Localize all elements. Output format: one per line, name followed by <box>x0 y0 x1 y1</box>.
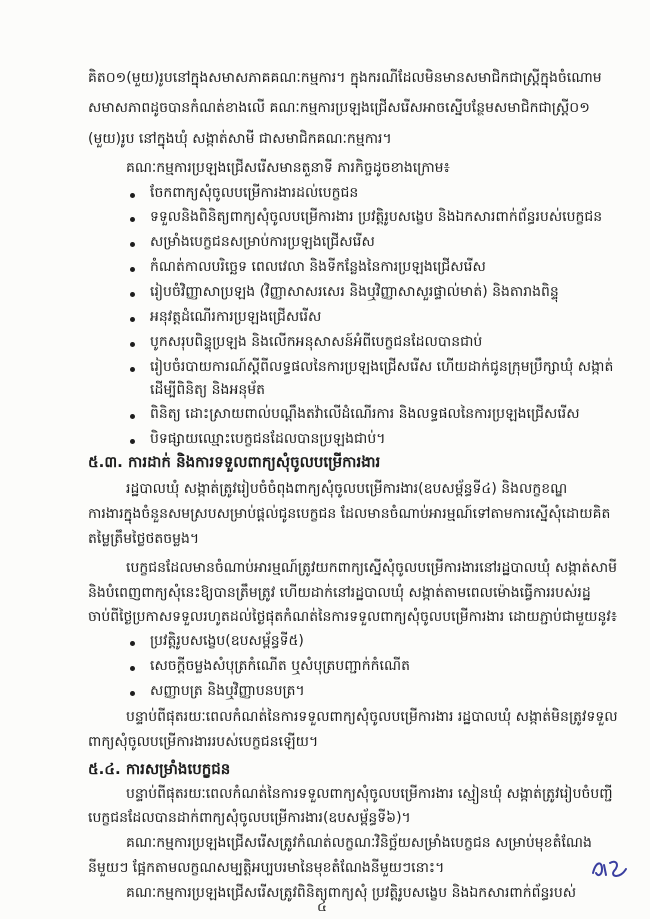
bullet-icon <box>130 292 135 297</box>
paragraph-line: នីមួយៗ ផ្អែកតាមលក្ខណសម្បត្តិអប្បបរមានៃមុខតំណែងនីមួយៗនោះ។ <box>88 860 445 876</box>
paragraph-line: បេក្ខជនដែលមានចំណាប់អារម្មណ៍ត្រូវយកពាក្យស្នើសុំចូលបម្រើការងារនៅរដ្ឋបាលឃុំ សង្កាត់សាមី <box>126 560 618 576</box>
list-item: រៀបចំវិញ្ញាសាប្រឡង (វិញ្ញាសាសរសេរ និងឬវិញ្ញាសាសួរផ្ទាល់មាត់) និងតារាងពិន្ទុ <box>150 284 559 300</box>
bullet-icon <box>130 242 135 247</box>
paragraph-line: បន្ទាប់ពីផុតរយៈពេលកំណត់នៃការទទួលពាក្យសុំចូលបម្រើការងារ ស្មៀនឃុំ សង្កាត់ត្រូវរៀបចំបញ្ជី <box>126 786 613 802</box>
bullet-icon <box>130 317 135 322</box>
paragraph-line: (មួយ)រូប នៅក្នុងឃុំ សង្កាត់សាមី ជាសមាជិកគណៈកម្មការ។ <box>88 131 392 147</box>
bullet-icon <box>130 193 135 198</box>
paragraph-line: ការងារក្នុងចំនួនសមស្របសម្រាប់ផ្ដល់ជូនបេក្ខជន ដែលមានចំណាប់អារម្មណ៍ទៅតាមការស្នើសុំដោយគិត <box>88 506 611 522</box>
list-item: សេចក្ដីចម្លងសំបុត្រកំណើត ឬសំបុត្របញ្ជាក់កំណើត <box>150 658 410 674</box>
bullet-icon <box>130 439 135 444</box>
section-heading-5-4: ៥.៤. ការសម្រាំងបេក្ខជន <box>88 760 231 778</box>
list-item: ពិនិត្យ ដោះស្រាយពាល់បណ្ដឹងតវ៉ាលើដំណើរការ និងលទ្ធផលនៃការប្រឡងជ្រើសរើស <box>150 406 580 422</box>
list-item: សម្រាំងបេក្ខជនសម្រាប់ការប្រឡងជ្រើសរើស <box>150 234 375 250</box>
paragraph-line: គណៈកម្មការប្រឡងជ្រើសរើសត្រូវពិនិត្យពាក្យសុំ ប្រវត្តិរូបសង្ខេប និងឯកសារពាក់ព័ន្ធរបស់ <box>126 885 577 901</box>
list-item: សញ្ញាបត្រ និងឬវិញ្ញាបនបត្រ។ <box>150 683 305 699</box>
list-item: បូកសរុបពិន្ទុប្រឡង និងលើកអនុសាសន៍អំពីបេក្ខជនដែលបានជាប់ <box>150 334 483 350</box>
bullet-icon <box>130 267 135 272</box>
paragraph-line: គិត០១(មួយ)រូបនៅក្នុងសមាសភាគគណៈកម្មការ។ ក្នុងករណីដែលមិនមានសមាជិកជាស្ត្រីក្នុងចំណោម <box>88 70 602 86</box>
paragraph-line: គណៈកម្មការប្រឡងជ្រើសរើសត្រូវកំណត់លក្ខណៈវិនិច្ឆ័យសម្រាំងបេក្ខជន សម្រាប់មុខតំណែង <box>126 835 592 851</box>
bullet-icon <box>130 217 135 222</box>
list-item: ចែកពាក្យសុំចូលបម្រើការងារដល់បេក្ខជន <box>150 185 359 201</box>
paragraph-line: តម្លៃត្រឹមថ្លៃថតចម្លង។ <box>88 531 200 547</box>
initials-signature-icon <box>590 855 630 883</box>
list-item: កំណត់កាលបរិច្ឆេទ ពេលវេលា និងទីកន្លែងនៃការប្រឡងជ្រើសរើស <box>150 259 486 275</box>
page-number: ៤ <box>317 899 327 915</box>
paragraph-line: បន្ទាប់ពីផុតរយៈពេលកំណត់នៃការទទួលពាក្យសុំចូលបម្រើការងារ រដ្ឋបាលឃុំ សង្កាត់មិនត្រូវទទួល <box>126 709 618 725</box>
bullet-icon <box>130 414 135 419</box>
list-item: រៀបចំរបាយការណ៍ស្ដីពីលទ្ធផលនៃការប្រឡងជ្រើសរើស ហើយដាក់ជូនក្រុមប្រឹក្សាឃុំ សង្កាត់ <box>150 359 614 375</box>
paragraph-line: និងបំពេញពាក្យសុំនេះឱ្យបានត្រឹមត្រូវ ហើយដាក់នៅរដ្ឋបាលឃុំ សង្កាត់តាមពេលម៉ោងធ្វើការរបស់រដ្ឋ <box>88 585 591 601</box>
list-item: ប្រវត្តិរូបសង្ខេប(ឧបសម្ព័ន្ធទី៥) <box>150 633 304 649</box>
duties-intro: គណៈកម្មការប្រឡងជ្រើសរើសមានតួនាទី ភារកិច្ចដូចខាងក្រោម៖ <box>126 160 450 176</box>
list-item-continuation: ដើម្បីពិនិត្យ និងអនុម័ត <box>150 382 265 398</box>
list-item: អនុវត្តដំណើរការប្រឡងជ្រើសរើស <box>150 309 322 325</box>
bullet-icon <box>130 666 135 671</box>
bullet-icon <box>130 691 135 696</box>
list-item: បិទផ្សាយឈ្មោះបេក្ខជនដែលបានប្រឡងជាប់។ <box>150 431 386 447</box>
paragraph-line: ពាក្យសុំចូលបម្រើការងាររបស់បេក្ខជនឡើយ។ <box>88 734 319 750</box>
bullet-icon <box>130 342 135 347</box>
section-heading-5-3: ៥.៣. ការដាក់ និងការទទួលពាក្យសុំចូលបម្រើការងារ <box>88 453 381 471</box>
bullet-icon <box>130 367 135 372</box>
list-item: ទទួលនិងពិនិត្យពាក្យសុំចូលបម្រើការងារ ប្រវត្តិរូបសង្ខេប និងឯកសារពាក់ព័ន្ធរបស់បេក្ខជន <box>150 209 603 225</box>
bullet-icon <box>130 641 135 646</box>
paragraph-line: បេក្ខជនដែលបានដាក់ពាក្យសុំចូលបម្រើការងារ(ឧបសម្ព័ន្ធទី៦)។ <box>88 810 411 826</box>
paragraph-line: ចាប់ពីថ្ងៃប្រកាសទទួលរហូតដល់ថ្ងៃផុតកំណត់នៃការទទួលពាក្យសុំចូលបម្រើការងារ ដោយភ្ជាប់ជាមួយនូវ៖ <box>88 609 617 625</box>
paragraph-line: រដ្ឋបាលឃុំ សង្កាត់ត្រូវរៀបចំចំពុងពាក្យសុំចូលបម្រើការងារ(ឧបសម្ព័ន្ធទី៤) និងលក្ខខណ្ឌ <box>126 481 568 497</box>
paragraph-line: សមាសភាពដូចបានកំណត់ខាងលើ គណៈកម្មការប្រឡងជ្រើសរើសអាចស្នើបន្ថែមសមាជិកជាស្ត្រី០១ <box>88 100 590 116</box>
